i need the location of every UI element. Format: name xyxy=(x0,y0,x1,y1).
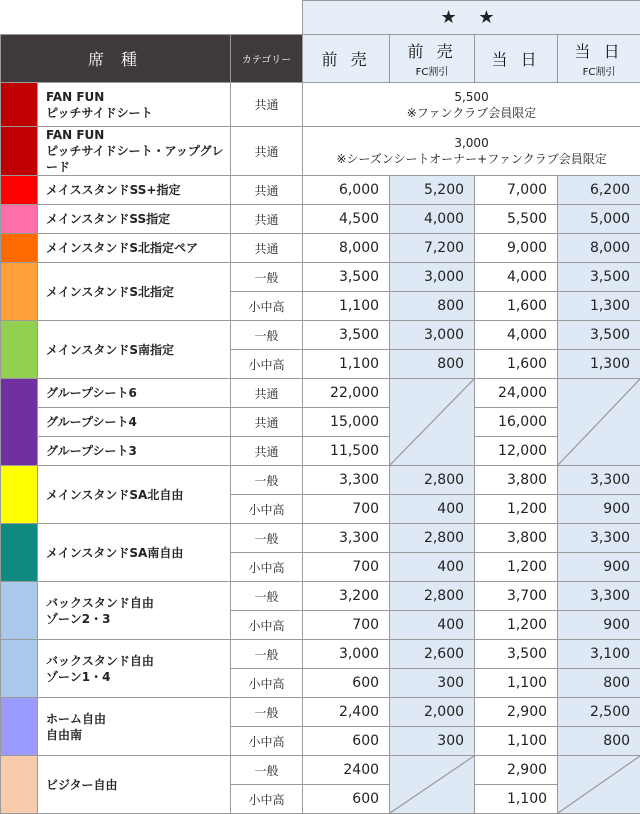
category-cell: 共通 xyxy=(231,176,303,205)
sameday-price: 1,100 xyxy=(475,669,558,698)
presale-fc-price: 3,000 xyxy=(390,263,475,292)
category-cell: 一般 xyxy=(231,698,303,727)
sameday-price: 12,000 xyxy=(475,437,558,466)
presale-price: 2,400 xyxy=(303,698,390,727)
category-cell: 小中高 xyxy=(231,727,303,756)
table-row xyxy=(1,437,640,466)
not-applicable-cell xyxy=(558,756,640,814)
header-seat-type: 席 種 xyxy=(1,35,231,83)
presale-price: 600 xyxy=(303,785,390,814)
sameday-fc-price: 5,000 xyxy=(558,205,640,234)
presale-fc-price: 2,000 xyxy=(390,698,475,727)
sameday-price: 1,200 xyxy=(475,495,558,524)
presale-fc-price: 400 xyxy=(390,553,475,582)
table-row xyxy=(1,321,640,350)
seat-name: メインスタンドS南指定 xyxy=(38,321,231,379)
sameday-fc-price: 8,000 xyxy=(558,234,640,263)
sameday-price: 3,700 xyxy=(475,582,558,611)
seat-color-swatch xyxy=(1,176,38,205)
sameday-fc-price: 3,300 xyxy=(558,524,640,553)
header-sameday-fc xyxy=(558,35,640,83)
category-cell: 一般 xyxy=(231,756,303,785)
presale-price: 4,500 xyxy=(303,205,390,234)
sameday-fc-price: 800 xyxy=(558,669,640,698)
seat-name: ホーム自由 自由南 xyxy=(38,698,231,756)
sameday-fc-price: 3,100 xyxy=(558,640,640,669)
sameday-fc-price: 6,200 xyxy=(558,176,640,205)
sameday-price: 24,000 xyxy=(475,379,558,408)
presale-fc-price: 2,600 xyxy=(390,640,475,669)
category-cell: 共通 xyxy=(231,379,303,408)
header-presale-fc-label: 前 売 xyxy=(407,42,456,61)
presale-fc-price: 5,200 xyxy=(390,176,475,205)
presale-fc-price: 3,000 xyxy=(390,321,475,350)
header-presale-fc-sub: FC割引 xyxy=(390,63,474,78)
header-blank xyxy=(1,1,303,35)
sameday-price: 2,900 xyxy=(475,698,558,727)
sameday-fc-price: 900 xyxy=(558,611,640,640)
presale-fc-price: 800 xyxy=(390,350,475,379)
sameday-price: 9,000 xyxy=(475,234,558,263)
sameday-price: 5,500 xyxy=(475,205,558,234)
presale-price: 3,200 xyxy=(303,582,390,611)
price-note: 3,000 ※シーズンシートオーナー+ファンクラブ会員限定 xyxy=(303,127,640,176)
seat-color-swatch xyxy=(1,698,38,756)
sameday-fc-price: 3,500 xyxy=(558,263,640,292)
table-row xyxy=(1,176,640,205)
category-cell: 一般 xyxy=(231,466,303,495)
category-cell: 一般 xyxy=(231,582,303,611)
seat-name: グループシート6 xyxy=(38,379,231,408)
header-sameday-label: 当 日 xyxy=(491,50,540,69)
slash-mark xyxy=(558,756,640,813)
sameday-price: 1,600 xyxy=(475,292,558,321)
presale-price: 2400 xyxy=(303,756,390,785)
presale-price: 600 xyxy=(303,669,390,698)
slash-mark xyxy=(390,379,474,465)
seat-name: メインスタンドS北指定ペア xyxy=(38,234,231,263)
seat-color-swatch xyxy=(1,756,38,814)
sameday-fc-price: 3,300 xyxy=(558,466,640,495)
header-sameday xyxy=(475,35,558,83)
table-row xyxy=(1,83,640,127)
category-cell: 小中高 xyxy=(231,669,303,698)
table-row xyxy=(1,756,640,785)
presale-fc-price: 300 xyxy=(390,669,475,698)
presale-fc-price: 800 xyxy=(390,292,475,321)
presale-fc-price: 2,800 xyxy=(390,524,475,553)
table-row xyxy=(1,640,640,669)
presale-price: 3,000 xyxy=(303,640,390,669)
sameday-fc-price: 900 xyxy=(558,495,640,524)
presale-price: 1,100 xyxy=(303,292,390,321)
sameday-price: 2,900 xyxy=(475,756,558,785)
seat-name: メインスタンドSA北自由 xyxy=(38,466,231,524)
presale-price: 22,000 xyxy=(303,379,390,408)
category-cell: 小中高 xyxy=(231,495,303,524)
table-row xyxy=(1,263,640,292)
presale-price: 6,000 xyxy=(303,176,390,205)
sameday-price: 1,200 xyxy=(475,611,558,640)
category-cell: 小中高 xyxy=(231,350,303,379)
seat-color-swatch xyxy=(1,379,38,466)
presale-price: 3,500 xyxy=(303,263,390,292)
presale-fc-price: 4,000 xyxy=(390,205,475,234)
presale-price: 3,500 xyxy=(303,321,390,350)
category-cell: 一般 xyxy=(231,640,303,669)
presale-price: 700 xyxy=(303,611,390,640)
not-applicable-cell xyxy=(390,379,475,466)
category-cell: 共通 xyxy=(231,205,303,234)
category-cell: 一般 xyxy=(231,321,303,350)
category-cell: 一般 xyxy=(231,263,303,292)
sameday-price: 3,500 xyxy=(475,640,558,669)
seat-name: FAN FUN ピッチサイドシート・アップグレード xyxy=(38,127,231,176)
presale-fc-price: 400 xyxy=(390,495,475,524)
seat-name: グループシート4 xyxy=(38,408,231,437)
table-row xyxy=(1,127,640,176)
category-cell: 共通 xyxy=(231,408,303,437)
table-row xyxy=(1,234,640,263)
price-rows xyxy=(1,83,640,814)
sameday-fc-price: 3,500 xyxy=(558,321,640,350)
seat-name: FAN FUN ピッチサイドシート xyxy=(38,83,231,127)
seat-name: ビジター自由 xyxy=(38,756,231,814)
sameday-fc-price: 2,500 xyxy=(558,698,640,727)
not-applicable-cell xyxy=(558,379,640,466)
seat-color-swatch xyxy=(1,205,38,234)
seat-color-swatch xyxy=(1,234,38,263)
seat-name: メインスタンドSA南自由 xyxy=(38,524,231,582)
header-sameday-fc-sub: FC割引 xyxy=(558,63,640,78)
sameday-price: 4,000 xyxy=(475,321,558,350)
table-row xyxy=(1,582,640,611)
presale-price: 3,300 xyxy=(303,466,390,495)
seat-color-swatch xyxy=(1,582,38,640)
seat-color-swatch xyxy=(1,466,38,524)
presale-fc-price: 2,800 xyxy=(390,582,475,611)
sameday-price: 7,000 xyxy=(475,176,558,205)
presale-price: 3,300 xyxy=(303,524,390,553)
presale-price: 1,100 xyxy=(303,350,390,379)
sameday-fc-price: 1,300 xyxy=(558,350,640,379)
sameday-fc-price: 1,300 xyxy=(558,292,640,321)
sameday-price: 3,800 xyxy=(475,524,558,553)
presale-price: 700 xyxy=(303,553,390,582)
header-presale-label: 前 売 xyxy=(321,50,370,69)
seat-color-swatch xyxy=(1,263,38,321)
category-cell: 共通 xyxy=(231,83,303,127)
slash-mark xyxy=(558,379,640,465)
sameday-price: 16,000 xyxy=(475,408,558,437)
seat-color-swatch xyxy=(1,640,38,698)
presale-price: 11,500 xyxy=(303,437,390,466)
table-row xyxy=(1,205,640,234)
presale-price: 700 xyxy=(303,495,390,524)
header-sameday-fc-label: 当 日 xyxy=(574,42,623,61)
category-cell: 一般 xyxy=(231,524,303,553)
seat-color-swatch xyxy=(1,524,38,582)
category-cell: 小中高 xyxy=(231,292,303,321)
sameday-price: 1,100 xyxy=(475,727,558,756)
stars-rating: ★ ★ xyxy=(303,1,640,35)
seat-color-swatch xyxy=(1,321,38,379)
presale-price: 600 xyxy=(303,727,390,756)
table-row xyxy=(1,524,640,553)
seat-name: グループシート3 xyxy=(38,437,231,466)
presale-fc-price: 7,200 xyxy=(390,234,475,263)
sameday-fc-price: 800 xyxy=(558,727,640,756)
category-cell: 共通 xyxy=(231,234,303,263)
not-applicable-cell xyxy=(390,756,475,814)
seat-name: バックスタンド自由 ゾーン2・3 xyxy=(38,582,231,640)
seat-name: メインスタンドS北指定 xyxy=(38,263,231,321)
seat-name: バックスタンド自由 ゾーン1・4 xyxy=(38,640,231,698)
category-cell: 小中高 xyxy=(231,611,303,640)
seat-color-swatch xyxy=(1,83,38,127)
category-cell: 共通 xyxy=(231,127,303,176)
presale-price: 8,000 xyxy=(303,234,390,263)
table-row xyxy=(1,408,640,437)
category-cell: 小中高 xyxy=(231,785,303,814)
table-row xyxy=(1,698,640,727)
header-category: カテゴリー xyxy=(231,35,303,83)
sameday-price: 3,800 xyxy=(475,466,558,495)
sameday-fc-price: 3,300 xyxy=(558,582,640,611)
price-note: 5,500 ※ファンクラブ会員限定 xyxy=(303,83,640,127)
presale-price: 15,000 xyxy=(303,408,390,437)
header-presale xyxy=(303,35,390,83)
sameday-fc-price: 900 xyxy=(558,553,640,582)
table-row xyxy=(1,379,640,408)
presale-fc-price: 300 xyxy=(390,727,475,756)
slash-mark xyxy=(390,756,474,813)
category-cell: 小中高 xyxy=(231,553,303,582)
sameday-price: 1,600 xyxy=(475,350,558,379)
seat-name: メイススタンドSS+指定 xyxy=(38,176,231,205)
category-cell: 共通 xyxy=(231,437,303,466)
sameday-price: 4,000 xyxy=(475,263,558,292)
sameday-price: 1,100 xyxy=(475,785,558,814)
seat-color-swatch xyxy=(1,127,38,176)
seat-name: メインスタンドSS指定 xyxy=(38,205,231,234)
table-row xyxy=(1,466,640,495)
presale-fc-price: 2,800 xyxy=(390,466,475,495)
sameday-price: 1,200 xyxy=(475,553,558,582)
presale-fc-price: 400 xyxy=(390,611,475,640)
header-presale-fc xyxy=(390,35,475,83)
